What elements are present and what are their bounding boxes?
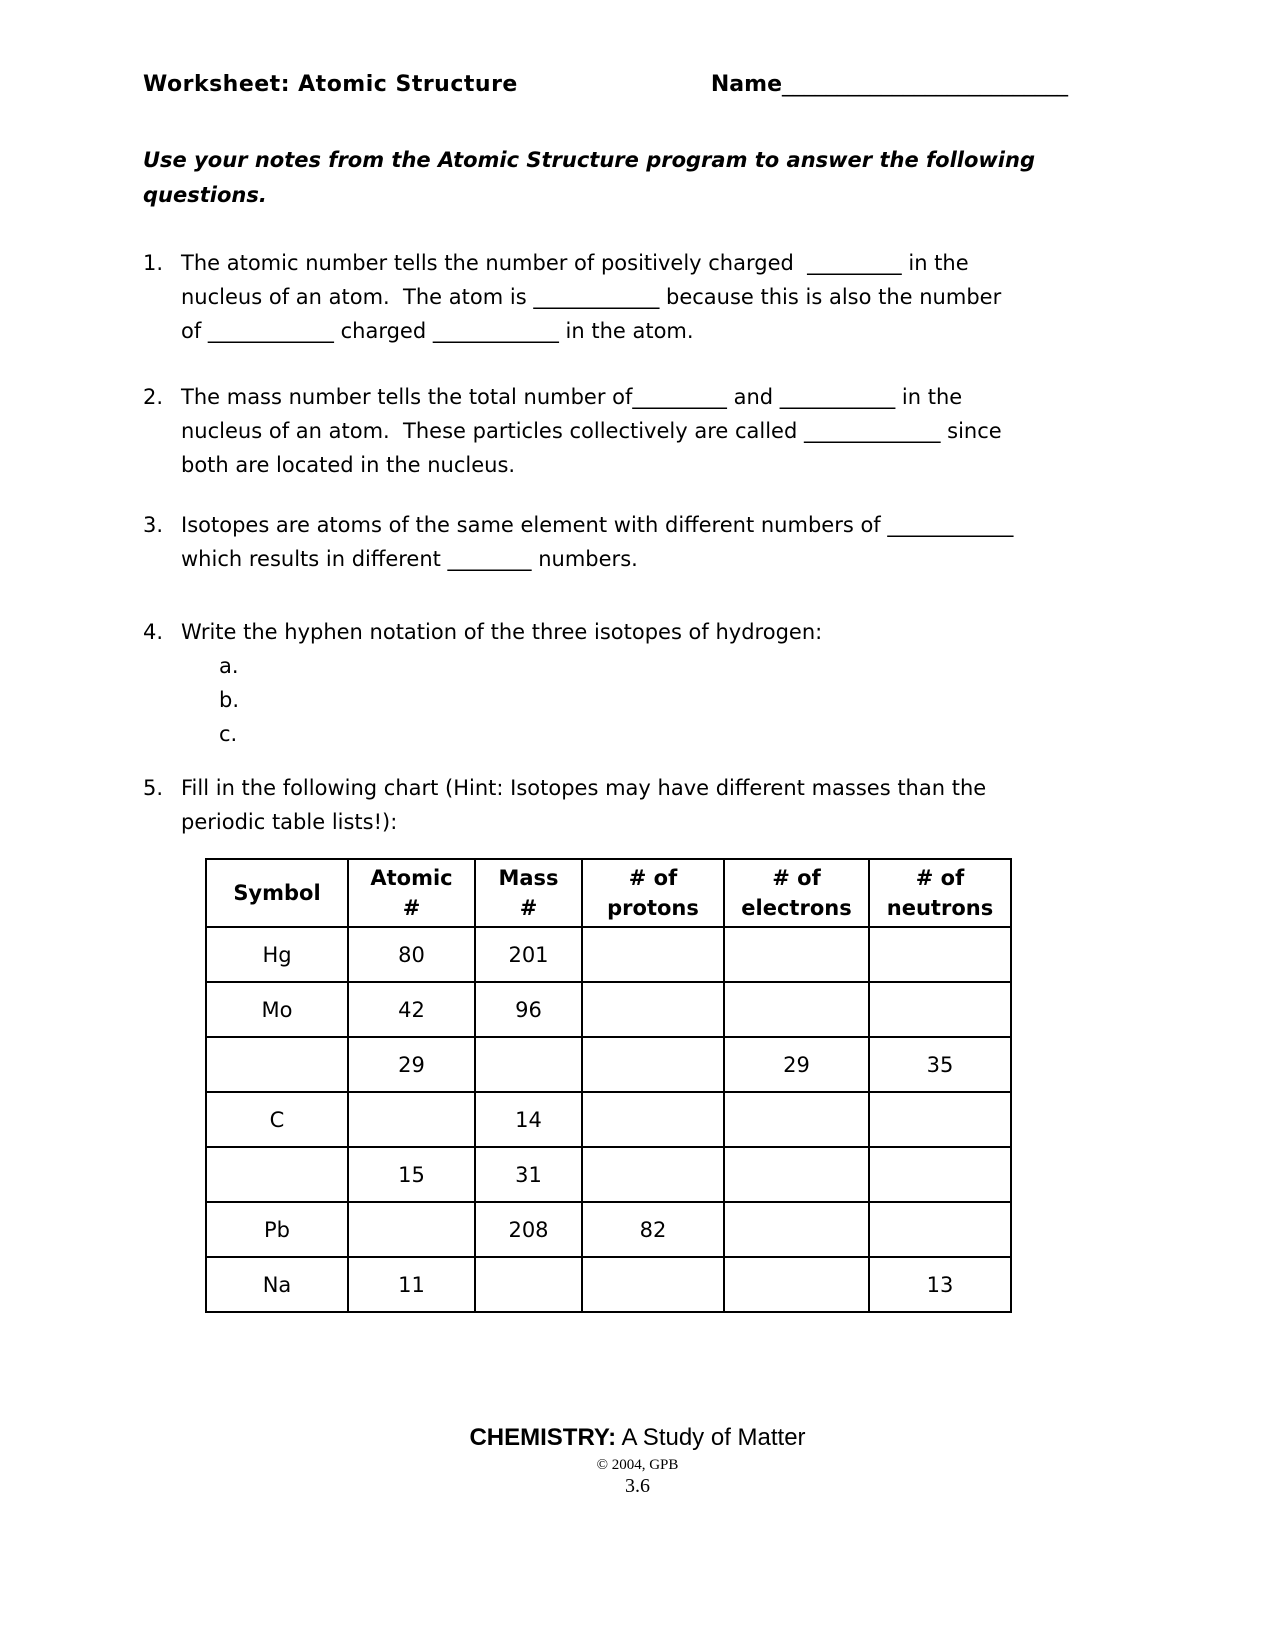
cell-electrons [724, 1202, 869, 1257]
intro-text [143, 143, 1110, 213]
footer-series-rest: A Study of Matter [616, 1424, 806, 1451]
table-header-neutrons: # of neutrons [869, 859, 1011, 927]
cell-electrons: 29 [724, 1037, 869, 1092]
table-row [206, 1202, 1011, 1257]
page-header [143, 72, 1110, 97]
question-line: The mass number tells the total number of_________ and ___________ in the [181, 385, 963, 409]
cell-mass-number: 201 [475, 927, 582, 982]
cell-symbol: Hg [206, 927, 348, 982]
question-line: of ____________ charged ____________ in the atom. [181, 319, 694, 343]
cell-symbol: Pb [206, 1202, 348, 1257]
footer-page-number: 3.6 [625, 1475, 650, 1497]
cell-protons [582, 927, 724, 982]
question-text [181, 771, 986, 839]
question-line: Isotopes are atoms of the same element with different numbers of ____________ [181, 513, 1014, 537]
question-3 [143, 508, 1110, 576]
cell-symbol: C [206, 1092, 348, 1147]
isotope-table [205, 858, 1012, 1313]
cell-atomic-number [348, 1092, 475, 1147]
table-header-mass-number: Mass # [475, 859, 582, 927]
cell-protons [582, 1147, 724, 1202]
question-text [181, 508, 1013, 576]
cell-electrons [724, 927, 869, 982]
sub-item-b: b. [219, 688, 240, 712]
cell-atomic-number: 80 [348, 927, 475, 982]
question-line: nucleus of an atom. These particles collectively are called _____________ since [181, 419, 1002, 443]
cell-mass-number: 31 [475, 1147, 582, 1202]
question-1 [143, 246, 1110, 348]
question-line: which results in different ________ numbers. [181, 547, 638, 571]
cell-mass-number: 14 [475, 1092, 582, 1147]
cell-protons [582, 1092, 724, 1147]
sub-item-c: c. [219, 722, 238, 746]
table-header-atomic-number: Atomic # [348, 859, 475, 927]
cell-protons: 82 [582, 1202, 724, 1257]
cell-symbol [206, 1147, 348, 1202]
table-row [206, 982, 1011, 1037]
table-row [206, 1092, 1011, 1147]
cell-protons [582, 982, 724, 1037]
question-number: 5. [143, 776, 164, 800]
cell-neutrons [869, 1092, 1011, 1147]
cell-atomic-number: 29 [348, 1037, 475, 1092]
name-field [711, 72, 1068, 97]
question-line: Fill in the following chart (Hint: Isotopes may have different masses than the [181, 776, 987, 800]
question-number: 3. [143, 513, 164, 537]
cell-mass-number [475, 1257, 582, 1312]
table-header-protons: # of protons [582, 859, 724, 927]
question-4 [143, 615, 1110, 751]
cell-neutrons [869, 982, 1011, 1037]
question-2 [143, 380, 1110, 482]
cell-atomic-number: 15 [348, 1147, 475, 1202]
cell-neutrons: 13 [869, 1257, 1011, 1312]
cell-mass-number [475, 1037, 582, 1092]
table-header-row [206, 859, 1011, 927]
cell-neutrons [869, 927, 1011, 982]
cell-symbol: Na [206, 1257, 348, 1312]
question-line: Write the hyphen notation of the three isotopes of hydrogen: [181, 620, 823, 644]
question-5 [143, 771, 1110, 839]
intro-line: questions. [143, 183, 267, 207]
question-number: 1. [143, 251, 164, 275]
page-title: Worksheet: Atomic Structure [143, 72, 518, 97]
question-number: 4. [143, 620, 164, 644]
table-header-symbol: Symbol [206, 859, 348, 927]
question-text [181, 615, 822, 751]
cell-atomic-number [348, 1202, 475, 1257]
intro-line: Use your notes from the Atomic Structure program to answer the following [143, 148, 1035, 172]
cell-protons [582, 1257, 724, 1312]
cell-atomic-number: 11 [348, 1257, 475, 1312]
question-number: 2. [143, 385, 164, 409]
name-blank-line: __________________________ [782, 72, 1068, 97]
cell-mass-number: 208 [475, 1202, 582, 1257]
cell-protons [582, 1037, 724, 1092]
question-text [181, 380, 1002, 482]
cell-neutrons [869, 1202, 1011, 1257]
footer-series-bold: CHEMISTRY: [469, 1424, 617, 1451]
sub-item-a: a. [219, 654, 239, 678]
question-line: nucleus of an atom. The atom is ____________ because this is also the number [181, 285, 1002, 309]
cell-neutrons: 35 [869, 1037, 1011, 1092]
question-text [181, 246, 1001, 348]
cell-electrons [724, 982, 869, 1037]
cell-symbol: Mo [206, 982, 348, 1037]
question-line: The atomic number tells the number of positively charged _________ in the [181, 251, 969, 275]
cell-electrons [724, 1092, 869, 1147]
table-row [206, 1037, 1011, 1092]
table-row [206, 927, 1011, 982]
table-row [206, 1147, 1011, 1202]
cell-atomic-number: 42 [348, 982, 475, 1037]
page-footer [0, 1424, 1275, 1498]
footer-copyright: © 2004, GPB [596, 1457, 679, 1473]
cell-electrons [724, 1147, 869, 1202]
footer-series-title [0, 1424, 1275, 1452]
name-label: Name [710, 72, 782, 97]
cell-electrons [724, 1257, 869, 1312]
table-row [206, 1257, 1011, 1312]
cell-neutrons [869, 1147, 1011, 1202]
question-line: periodic table lists!): [181, 810, 398, 834]
cell-mass-number: 96 [475, 982, 582, 1037]
sub-items [219, 649, 822, 751]
cell-symbol [206, 1037, 348, 1092]
table-header-electrons: # of electrons [724, 859, 869, 927]
question-line: both are located in the nucleus. [181, 453, 516, 477]
